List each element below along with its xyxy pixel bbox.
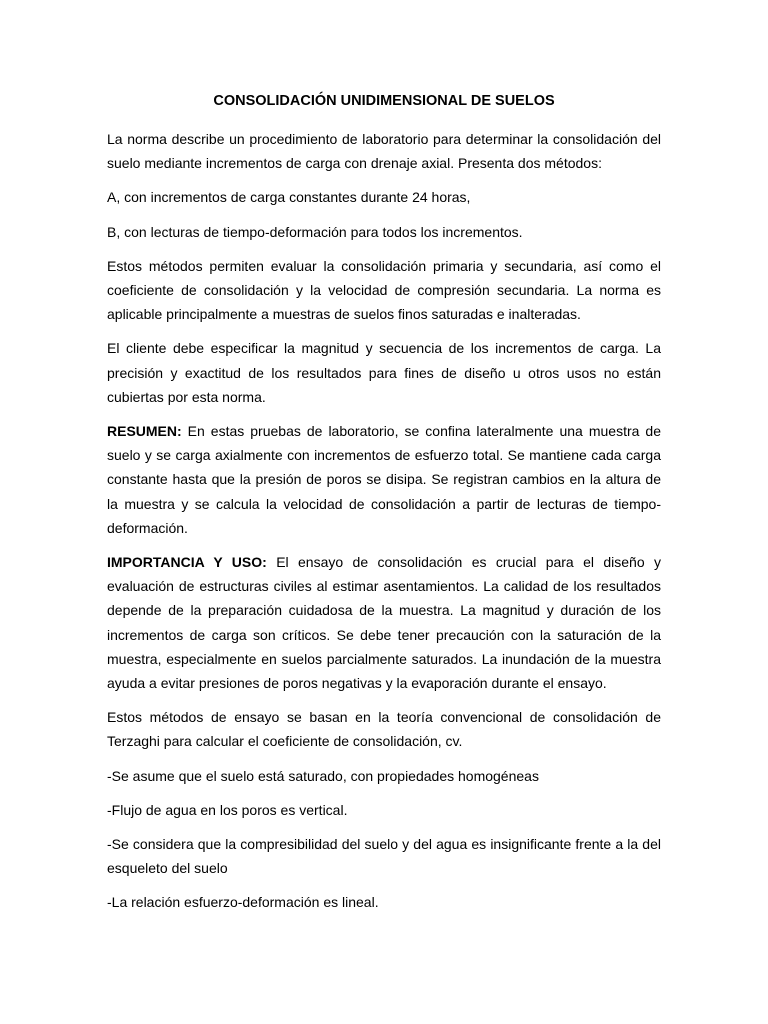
document-title: CONSOLIDACIÓN UNIDIMENSIONAL DE SUELOS [213,93,555,109]
summary-heading: RESUMEN: [107,423,182,440]
importance-heading: IMPORTANCIA Y USO: [107,554,267,571]
summary-text: En estas pruebas de laboratorio, se confina lateralmente una muestra de suelo y se carga axialmente con incrementos de esfuerzo total. Se mantiene cada carga constante hasta que la presión de poros se disipa. Se registran cambios en la altura de la muestra y se calcula la velocidad de consolidación a partir de lecturas de tiempo-deformación. [107,423,661,536]
paragraph-scope: Estos métodos permiten evaluar la consolidación primaria y secundaria, así como el coeficiente de consolidación y la velocidad de compresión secundaria. La norma es aplicable principalmente a muestras de suelos finos saturadas e inalteradas. [107,257,661,323]
paragraph-terzaghi: Estos métodos de ensayo se basan en la teoría convencional de consolidación de Terzaghi para calcular el coeficiente de consolidación, cv. [107,709,661,750]
paragraph-method-a: A, con incrementos de carga constantes durante 24 horas, [107,189,471,206]
paragraph-importance [107,550,661,695]
importance-text: El ensayo de consolidación es crucial para el diseño y evaluación de estructuras civiles al estimar asentamientos. La calidad de los resultados depende de la preparación cuidadosa de la muestra. La magnitud y duración de los incrementos de carga son críticos. Se debe tener precaución con la saturación de la muestra, especialmente en suelos parcialmente saturados. La inundación de la muestra ayuda a evitar presiones de poros negativas y la evaporación durante el ensayo. [107,554,662,692]
paragraph-summary [107,419,661,540]
assumption-linear: -La relación esfuerzo-deformación es lineal. [107,894,379,911]
assumption-compressibility: -Se considera que la compresibilidad del suelo y del agua es insignificante frente a la del esqueleto del suelo [107,836,661,877]
paragraph-method-b: B, con lecturas de tiempo-deformación para todos los incrementos. [107,223,523,240]
document-page [107,90,661,925]
assumption-vertical-flow: -Flujo de agua en los poros es vertical. [107,801,348,818]
assumption-saturated: -Se asume que el suelo está saturado, con propiedades homogéneas [107,767,539,784]
paragraph-intro: La norma describe un procedimiento de laboratorio para determinar la consolidación del suelo mediante incrementos de carga con drenaje axial. Presenta dos métodos: [107,131,661,172]
paragraph-client: El cliente debe especificar la magnitud y secuencia de los incrementos de carga. La precisión y exactitud de los resultados para fines de diseño u otros usos no están cubiertas por esta norma. [107,340,661,405]
